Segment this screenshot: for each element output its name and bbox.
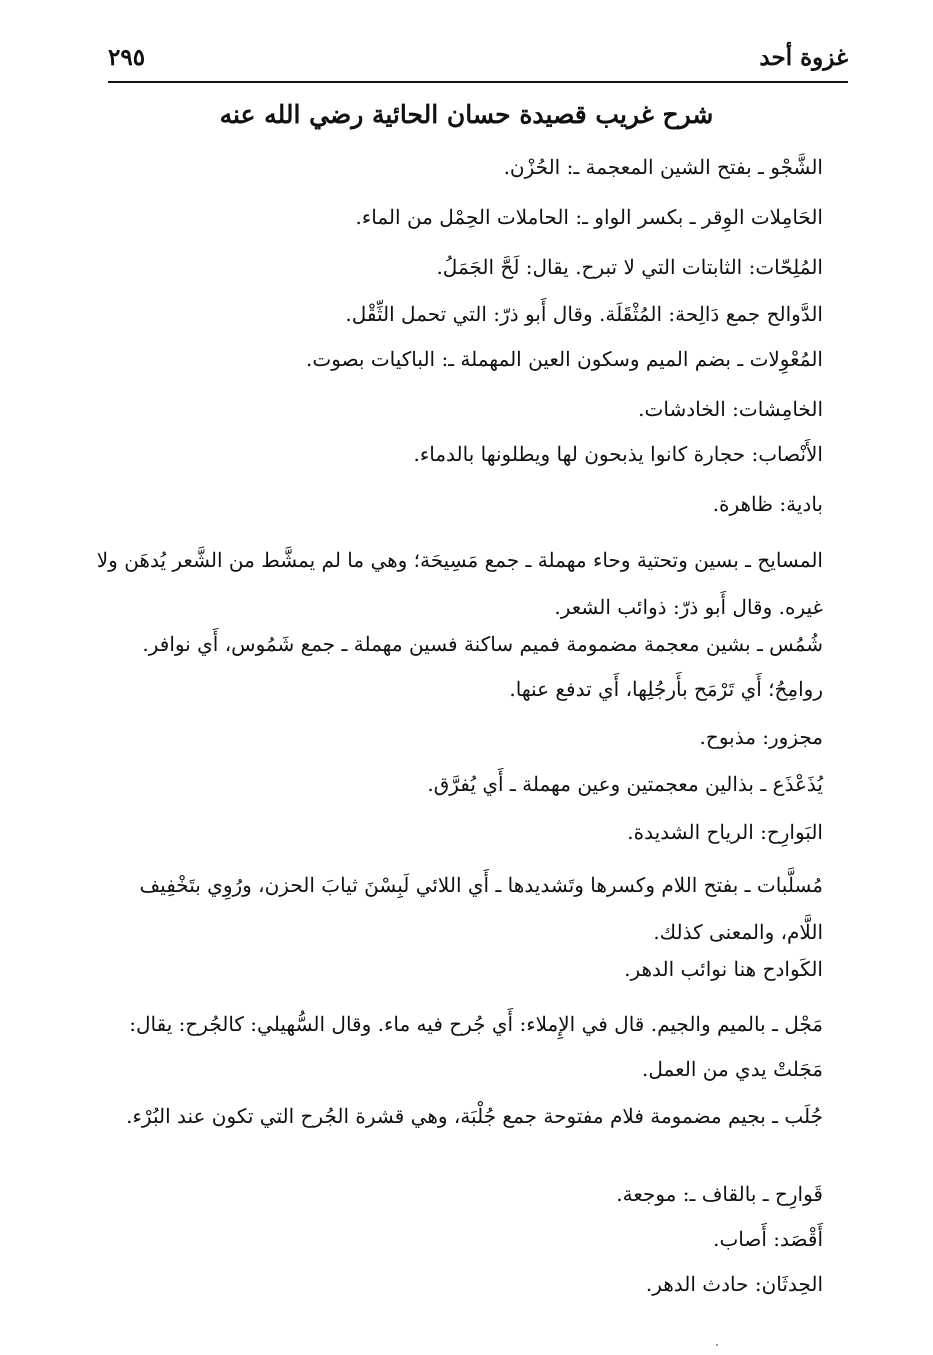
glossary-entry: الخامِشات: الخادشات. (638, 397, 823, 421)
glossary-entry: مجزور: مذبوح. (699, 725, 823, 749)
glossary-entry: البَوارِح: الرياح الشديدة. (627, 820, 823, 844)
glossary-entry: الحِدثَان: حادث الدهر. (645, 1272, 823, 1296)
glossary-entry: الشَّجْو ـ بفتح الشين المعجمة ـ: الحُزْن. (503, 155, 823, 179)
section-title: شرح غريب قصيدة حسان الحائية رضي الله عنه (219, 100, 714, 129)
glossary-entry: يُذَعْذَع ـ بذالين معجمتين وعين مهملة ـ أَي يُفرَّق. (427, 772, 823, 796)
glossary-entry: الحَامِلات الوِقر ـ بكسر الواو ـ: الحاملات الحِمْل من الماء. (355, 205, 823, 229)
running-header (108, 40, 848, 78)
glossary-entry: المُعْوِلات ـ بضم الميم وسكون العين المهملة ـ: الباكيات بصوت. (306, 347, 823, 371)
glossary-entry: روامِحُ؛ أَي تَرْمَح بأَرجُلِها، أَي تدفع عنها. (509, 677, 823, 701)
glossary-entry: المسايح ـ بسين وتحتية وحاء مهملة ـ جمع مَسِيحَة؛ وهي ما لم يمشَّط من الشَّعر يُدهَن ولا غيره. وقال أَبو ذرّ: ذوائب الشعر. (96, 548, 823, 619)
glossary-entry: شُمُس ـ بشين معجمة مضمومة فميم ساكنة فسين مهملة ـ جمع شَمُوس، أَي نوافر. (142, 632, 823, 656)
chapter-title: غزوة أحد (759, 44, 848, 71)
glossary-entry: المُلِحّات: الثابتات التي لا تبرح. يقال: لَحَّ الجَمَلُ. (436, 255, 823, 279)
glossary-entry: الكَوادح هنا نوائب الدهر. (624, 957, 823, 981)
glossary-entry: أَقْصَد: أَصاب. (713, 1227, 823, 1251)
glossary-entry: الدَّوالح جمع دَالِحة: المُثْقَلَة. وقال أَبو ذرّ: التي تحمل الثِّقْل. (345, 302, 823, 326)
page-number: ٢٩٥ (108, 44, 146, 71)
page-speck (716, 1344, 718, 1346)
glossary-entry: مَجْل ـ بالميم والجيم. قال في الإِملاء: أَي جُرح فيه ماء. وقال السُّهيلي: كالجُرح: يقال: مَجَلتْ يدي من العمل. (129, 1012, 823, 1081)
glossary-entry: بادية: ظاهرة. (712, 492, 823, 516)
glossary-entry: الأَنْصاب: حجارة كانوا يذبحون لها ويطلونها بالدماء. (413, 442, 823, 466)
glossary-entry: قَوارِح ـ بالقاف ـ: موجعة. (616, 1182, 823, 1206)
header-rule (108, 81, 848, 83)
glossary-entry: جُلَب ـ بجيم مضمومة فلام مفتوحة جمع جُلْبَة، وهي قشرة الجُرح التي تكون عند البُرْء. (126, 1104, 823, 1128)
glossary-entry: مُسلَّبات ـ بفتح اللام وكسرها وتَشديدها ـ أَي اللائي لَبِسْنَ ثيابَ الحزن، ورُوِي بتَخْفِيف اللَّام، والمعنى كذلك. (139, 873, 823, 944)
